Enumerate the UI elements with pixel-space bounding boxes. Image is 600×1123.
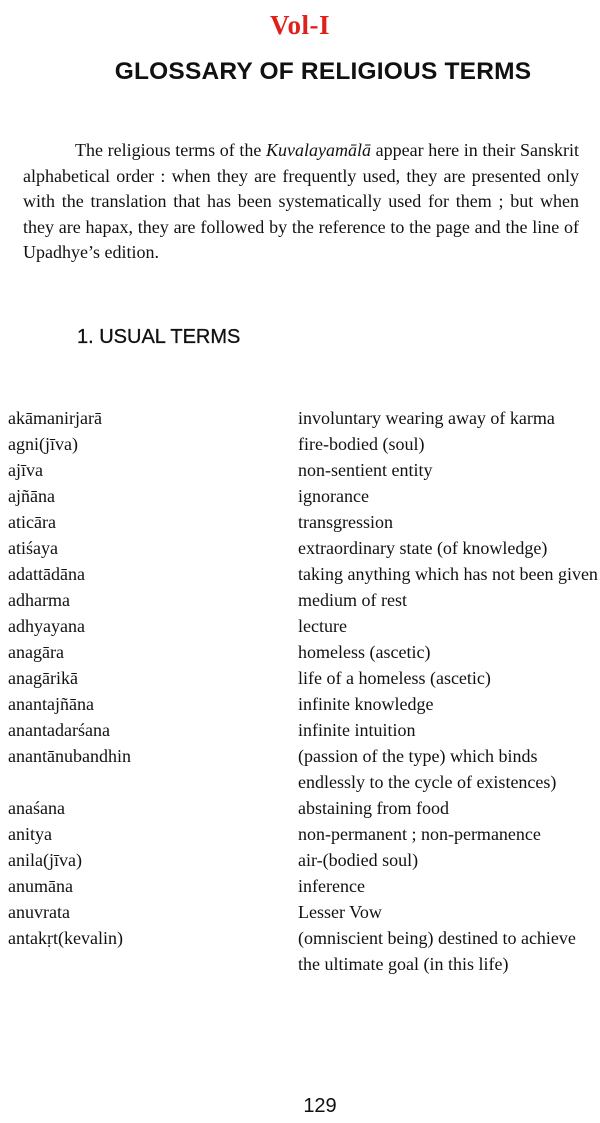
glossary-row [8, 925, 598, 977]
glossary-definition: Lesser Vow [298, 902, 382, 922]
glossary-definition: medium of rest [298, 590, 407, 610]
glossary-definition: inference [298, 876, 365, 896]
glossary-term: anuvrata [8, 902, 70, 922]
glossary-definition: non-sentient entity [298, 460, 433, 480]
page-number: 129 [303, 1095, 337, 1117]
glossary-row [8, 795, 598, 821]
glossary-row [8, 847, 598, 873]
glossary-definition: infinite knowledge [298, 694, 434, 714]
glossary-term: adhyayana [8, 616, 85, 636]
glossary-row [8, 587, 598, 613]
glossary-definition: infinite intuition [298, 720, 416, 740]
glossary-term: agni(jīva) [8, 434, 78, 454]
glossary-row [8, 431, 598, 457]
glossary-term: anitya [8, 824, 52, 844]
glossary-definition: (omniscient being) destined to achieve the ultimate goal (in this life) [298, 928, 576, 974]
glossary-definition: air-(bodied soul) [298, 850, 419, 870]
glossary-term: adharma [8, 590, 70, 610]
glossary-term: aticāra [8, 512, 56, 532]
glossary-term: antakṛt(kevalin) [8, 928, 123, 948]
glossary-row [8, 743, 598, 795]
glossary-row [8, 561, 598, 587]
glossary-row [8, 483, 598, 509]
glossary-list [8, 405, 598, 977]
glossary-row [8, 665, 598, 691]
glossary-definition: abstaining from food [298, 798, 449, 818]
glossary-row [8, 821, 598, 847]
glossary-definition: non-permanent ; non-permanence [298, 824, 541, 844]
work-title: Kuvalayamālā [266, 140, 372, 160]
glossary-row [8, 405, 598, 431]
glossary-definition: extraordinary state (of knowledge) [298, 538, 548, 558]
glossary-term: ajñāna [8, 486, 55, 506]
glossary-definition: fire-bodied (soul) [298, 434, 425, 454]
glossary-row [8, 717, 598, 743]
glossary-row [8, 457, 598, 483]
glossary-definition: transgression [298, 512, 393, 532]
glossary-definition: life of a homeless (ascetic) [298, 668, 491, 688]
page-title: GLOSSARY OF RELIGIOUS TERMS [114, 58, 532, 85]
glossary-term: anantānubandhin [8, 746, 131, 766]
glossary-term: anantadarśana [8, 720, 110, 740]
glossary-term: atiśaya [8, 538, 58, 558]
glossary-row [8, 613, 598, 639]
glossary-term: anumāna [8, 876, 73, 896]
intro-text-rest: appear here in their Sanskrit alphabetical order : when they are frequently used, they are presented only with the translation that has been systematically used for them ; but when they are hapax, they are followed by the reference to the page and the line of Upadhye’s edition. [23, 140, 580, 262]
glossary-definition: lecture [298, 616, 347, 636]
glossary-definition: taking anything which has not been given [298, 564, 598, 584]
glossary-term: anantajñāna [8, 694, 94, 714]
glossary-row [8, 899, 598, 925]
glossary-term: akāmanirjarā [8, 408, 102, 428]
glossary-term: anaśana [8, 798, 65, 818]
glossary-row [8, 691, 598, 717]
intro-paragraph [23, 138, 579, 266]
glossary-definition: homeless (ascetic) [298, 642, 431, 662]
glossary-row [8, 873, 598, 899]
glossary-row [8, 535, 598, 561]
glossary-row [8, 509, 598, 535]
glossary-term: anila(jīva) [8, 850, 82, 870]
glossary-term: ajīva [8, 460, 43, 480]
glossary-term: adattādāna [8, 564, 85, 584]
glossary-term: anagāra [8, 642, 64, 662]
glossary-row [8, 639, 598, 665]
glossary-definition: (passion of the type) which binds endlessly to the cycle of existences) [298, 746, 557, 792]
glossary-definition: ignorance [298, 486, 369, 506]
section-heading: 1. USUAL TERMS [77, 326, 241, 348]
glossary-definition: involuntary wearing away of karma [298, 408, 555, 428]
volume-label: Vol-I [269, 10, 331, 40]
intro-text-start: The religious terms of the [75, 140, 267, 160]
glossary-term: anagārikā [8, 668, 78, 688]
